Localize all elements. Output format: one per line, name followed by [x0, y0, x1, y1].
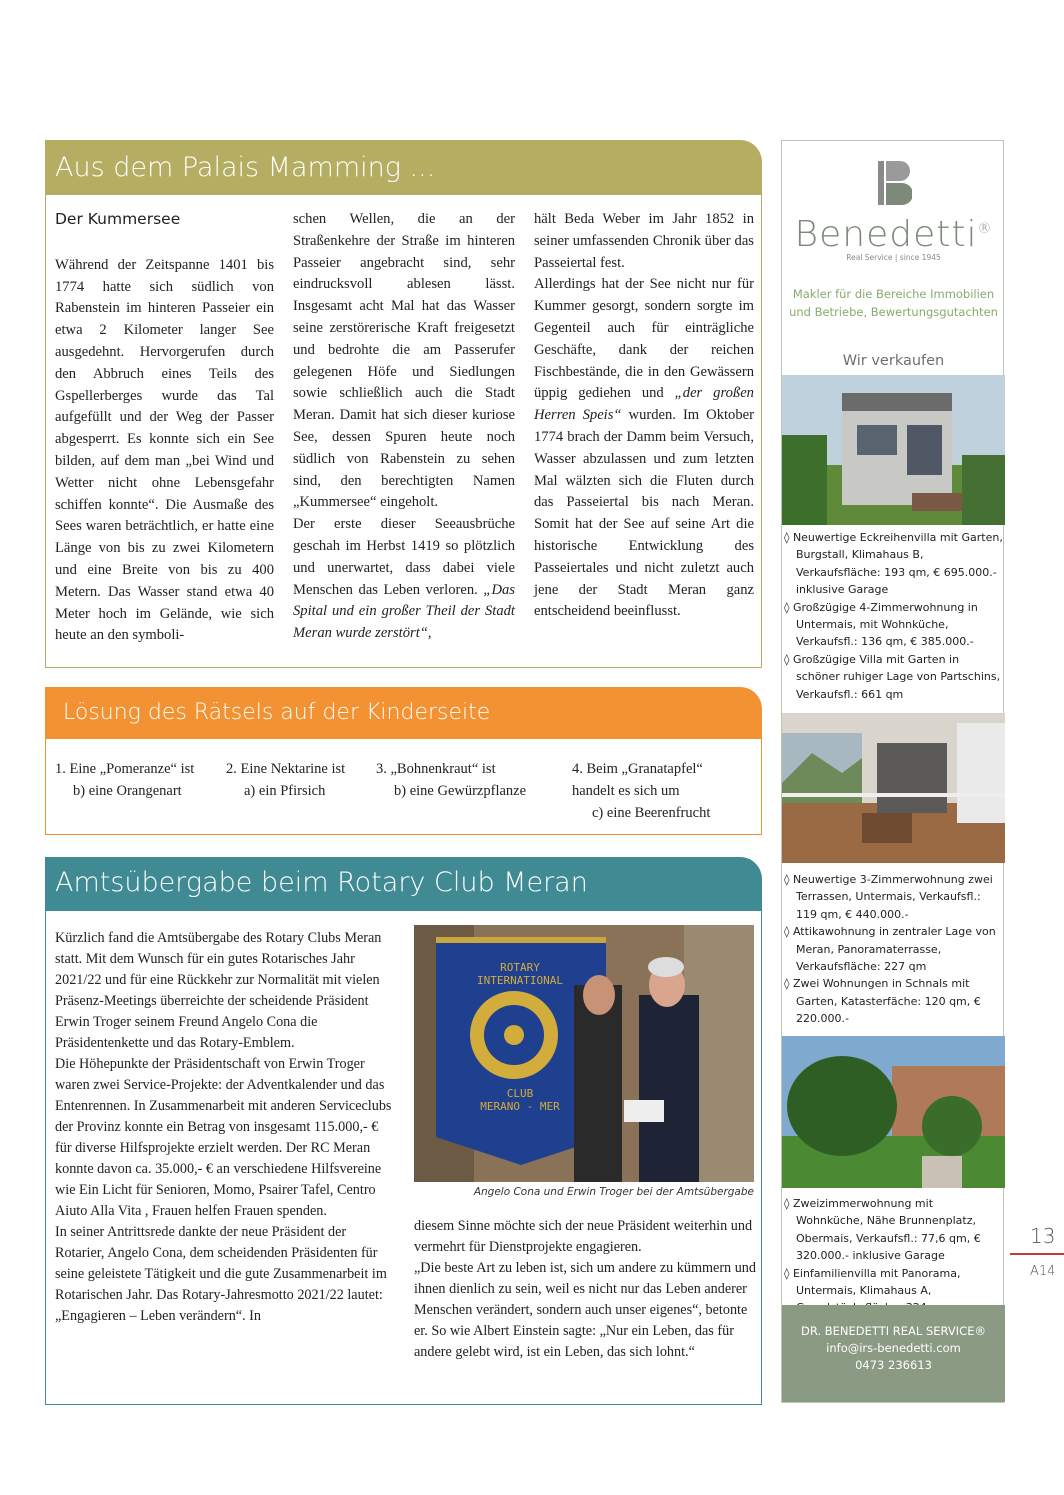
rotary-column-2: [414, 1216, 756, 1363]
answer-solution: c) eine Beerenfrucht: [592, 805, 711, 821]
bullet-icon: ◊: [784, 977, 790, 991]
benedetti-ad: [781, 140, 1004, 1403]
property-list-3: [784, 1195, 1003, 1317]
page-divider: [1010, 1253, 1064, 1255]
banner-text: MERANO - MER: [480, 1100, 560, 1113]
banner-text: ROTARY: [500, 961, 540, 974]
bullet-icon: ◊: [784, 873, 790, 886]
rotary-photo: [414, 925, 754, 1182]
property-item: ◊ Neuwertige Eckreihenvilla mit Garten, Burgstall, Klimahaus B, Verkaufsfläche: 193 qm, € 695.000.- inklusive Garage: [784, 531, 1003, 597]
answer-solution: a) ein Pfirsich: [244, 783, 326, 799]
property-item: ◊ Großzügige Villa mit Garten in schöner ruhiger Lage von Partschins, Verkaufsfl.: 661 qm: [784, 652, 1001, 701]
photo-caption: Angelo Cona und Erwin Troger bei der Amtsübergabe: [473, 1186, 754, 1198]
property-photo-garden: [782, 1036, 1005, 1188]
answer-4: [572, 758, 747, 824]
benedetti-logo: [782, 159, 1005, 262]
answer-solution: b) eine Orangenart: [73, 783, 182, 799]
property-item: ◊ Neuwertige 3-Zimmerwohnung zwei Terrassen, Untermais, Verkaufsfl.: 119 qm, € 440.000.-: [784, 873, 993, 921]
ad-sell-heading: Wir verkaufen: [842, 353, 945, 369]
property-photo-terrace: [782, 713, 1005, 863]
ad-email[interactable]: info@irs-benedetti.com: [826, 1341, 961, 1355]
ad-description: Makler für die Bereiche Immobilien und Betriebe, Bewertungsgutachten: [789, 287, 998, 319]
article-text: Kürzlich fand die Amtsübergabe des Rotary Clubs Meran statt. Mit dem Wunsch für ein gutes Rotarisches Jahr 2021/22 und für eine Rückkehr zur Normalität mit vielen Präsenz-Meetings überreichte der scheidende Präsident Erwin Troger seinem Freund Angelo Cona die Präsidentenkette und das Rotary-Emblem.: [55, 930, 382, 1051]
property-item: ◊ Großzügige 4-Zimmerwohnung in Untermais, mit Wohnküche, Verkaufsfl.: 136 qm, € 385.000.-: [784, 600, 978, 649]
answer-question: 3. „Bohnenkraut“ ist: [376, 761, 496, 777]
property-item: ◊ Attikawohnung in zentraler Lage von Meran, Panoramaterrasse, Verkaufsfläche: 227 qm: [784, 925, 996, 974]
answer-solution: b) eine Gewürzpflanze: [394, 783, 527, 799]
bullet-icon: ◊: [784, 600, 790, 614]
article-text: schen Wellen, die an der Straßenkehre der Straße im hinteren Passeier angebracht sind, sehr eindrucksvoll ablesen lässt. Insgesamt acht Mal hat das Wasser seine zerstörerische Kraft freigesetzt und bedrohte die am Passerufer gelegenen Höfe und Siedlungen sowie schließlich auch die Stadt Meran. Damit hat sich dieser kuriose See, dessen Spuren heute noch südlich von Rabenstein zu sehen sind, den berechtigten Namen „Kummersee“ eingeholt.: [293, 211, 515, 511]
article-text: In seiner Antrittsrede dankte der neue Präsident der Rotarier, Angelo Cona, dem scheidenden Präsidenten für seine geleistete Tätigkeit und die gute Zusammenarbeit im Rotarischen Jahr. Das Rotary-Jahresmotto 2021/22 lautet: „Engagieren – Leben verändern“. In: [55, 1224, 387, 1324]
bullet-icon: ◊: [784, 1266, 790, 1280]
bullet-icon: ◊: [784, 652, 790, 666]
article-column-3: [534, 209, 754, 623]
ad-phone[interactable]: 0473 236613: [855, 1358, 932, 1372]
property-list-2: [784, 871, 1003, 1028]
article-text: Der erste dieser Seeausbrüche geschah im Herbst 1419 so plötzlich und unerwartet, dass dabei viele Menschen das Leben verloren.: [293, 516, 515, 598]
answer-2: [226, 758, 371, 802]
article-text: „Die beste Art zu leben ist, sich um andere zu kümmern und ihnen dienlich zu sein, weil es nicht nur das Leben anderer Menschen verändert, sondern auch unser eigenes“, betonte er. So wie Albert Einstein sagte: „Nur ein Leben, das für andere gelebt wird, ist ein Leben, das sich lohnt.“: [414, 1260, 756, 1360]
article-column-1: [55, 209, 274, 647]
property-item: ◊ Zwei Wohnungen in Schnals mit Garten, Katasterfäche: 120 qm, € 220.000.-: [784, 977, 981, 1026]
property-item: ◊ Zweizimmerwohnung mit Wohnküche, Nähe Brunnenplatz, Obermais, Verkaufsfl.: 77,6 qm, € 320.000.- inklusive Garage: [784, 1197, 981, 1263]
property-item: ◊ Einfamilienvilla mit Panorama, Untermais, Klimahaus A,: [784, 1266, 961, 1298]
section-title-raetsel: Lösung des Rätsels auf der Kinderseite: [45, 687, 762, 739]
page-code: A14: [1030, 1264, 1056, 1279]
answer-question: 1. Eine „Pomeranze“ ist: [55, 761, 195, 777]
brand-name: Benedetti: [794, 214, 978, 255]
article-text: diesem Sinne möchte sich der neue Präsident weiterhin und vermehrt für Dienstprojekte engagieren.: [414, 1218, 753, 1255]
banner-text: INTERNATIONAL: [476, 974, 564, 987]
section-title-rotary: Amtsübergabe beim Rotary Club Meran: [45, 857, 762, 911]
property-photo-villa: [782, 375, 1005, 525]
brand-reg: ®: [977, 221, 993, 237]
property-list-1: [784, 529, 1003, 703]
brand-tagline: Real Service | since 1945: [846, 253, 941, 262]
banner-text: CLUB: [506, 1087, 534, 1100]
article-quote: „Das Spital und ein großer Theil der Stadt Meran wurde zerstört“: [293, 581, 515, 642]
article-text: ,: [427, 625, 432, 642]
page-number: 13: [1030, 1224, 1056, 1248]
article-subtitle: Der Kummersee: [55, 210, 181, 228]
article-text: Allerdings hat der See nicht nur für Kummer gesorgt, sondern sorgte im Gegenteil auch für einträgliche Geschäfte, dank der reichen Fischbestände, die in den Gewässern üppig gediehen und: [534, 276, 754, 402]
bullet-icon: ◊: [784, 531, 790, 544]
article-quote: „der großen Herren Speis“: [534, 385, 754, 424]
bullet-icon: ◊: [784, 925, 790, 939]
answer-question: 4. Beim „Granatapfel“ handelt es sich um: [572, 761, 703, 799]
answer-question: 2. Eine Nektarine ist: [226, 761, 346, 777]
answer-1: [55, 758, 220, 802]
article-column-2: [293, 209, 515, 645]
answer-3: [376, 758, 566, 802]
rotary-column-1: [55, 928, 395, 1327]
ad-company-name: DR. BENEDETTI REAL SERVICE®: [801, 1324, 986, 1338]
section-title-palais: Aus dem Palais Mamming ...: [45, 140, 762, 195]
article-text: wurden. Im Oktober 1774 brach der Damm beim Versuch, Wasser abzulassen und zum letzten Mal wälzten sich die Fluten durch das Passeiertal bis nach Meran. Somit hat der See auf seine Art die historische Entwicklung des Passeiertales und nicht zuletzt auch jene der Stadt Meran ganz entscheidend beeinflusst.: [534, 407, 754, 620]
rotary-photo-image: [414, 925, 754, 1182]
ad-footer: [782, 1305, 1005, 1402]
bullet-icon: ◊: [784, 1197, 790, 1210]
article-text: Die Höhepunkte der Präsidentschaft von Erwin Troger waren zwei Service-Projekte: der Adventkalender und das Entenrennen. In Zusammenarbeit mit anderen Serviceclubs der Provinz konnte ein Betrag von insgesamt 115.000,- € für diverse Hilfsprojekte erzielt werden. Der RC Meran konnte davon ca. 35.000,- € an verschiedene Hilfsvereine wie Ein Licht für Senioren, Momo, Psairer Tafel, Centro Aiuto Alla Vita , Frauen helfen Frauen spenden.: [55, 1056, 392, 1219]
benedetti-logo-icon: [876, 159, 912, 207]
article-text: hält Beda Weber im Jahr 1852 in seiner umfassenden Chronik über das Passeiertal fest.: [534, 211, 754, 271]
article-text: Während der Zeitspanne 1401 bis 1774 hatte sich südlich von Rabenstein im hinteren Passeier ein etwa 2 Kilometer langer See ausgedehnt. Hervorgerufen durch den Abbruch eines Teils des Gspellerberges wurde das Tal aufgefüllt und der Weg der Passer abgesperrt. Es konnte sich ein See bilden, auf dem man „bei Wind und Wetter nicht ohne Lebensgefahr schiffen konnte“. Die Ausmaße des Sees waren beträchtlich, er hatte eine Länge von bis zu zwei Kilometern und eine Breite von bis zu 400 Metern. Das Wasser stand etwa 40 Meter hoch im Gelände, wie sich heute an den symboli-: [55, 256, 274, 644]
